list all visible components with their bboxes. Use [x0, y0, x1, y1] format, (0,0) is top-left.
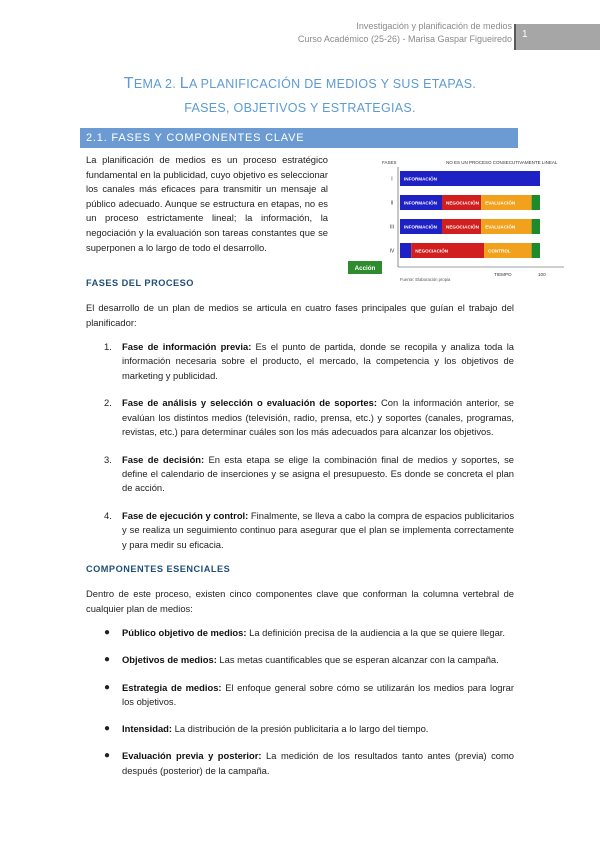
title-rest-1: EMA 2. — [133, 77, 180, 91]
list-item-title: Intensidad: — [122, 723, 173, 735]
list-item-text: El enfoque general sobre cómo se utilizarán los medios para lograr los objetivos. — [122, 681, 514, 707]
figure-top-left-label: FASES — [382, 160, 397, 165]
segment-label: CONTROL — [488, 248, 511, 254]
process-figure — [346, 155, 572, 283]
phase-label: III — [389, 224, 395, 231]
bullet-icon: ● — [104, 750, 111, 762]
phase-segment-green — [532, 195, 540, 210]
title-line-1 — [0, 72, 600, 96]
header-course-info: Curso Académico (25-26) - Marisa Gaspar Figueiredo — [297, 34, 512, 44]
figure-top-right-label: NO ES UN PROCESO CONSECUTIVAMENTE LINEAL — [446, 160, 558, 165]
list-item — [104, 626, 514, 640]
segment-label: INFORMACIÓN — [404, 224, 437, 230]
fases-heading: FASES DEL PROCESO — [86, 278, 194, 288]
process-figure-svg — [346, 155, 572, 283]
list-item-text: Es el punto de partida, donde se recopila y analiza toda la información necesaria sobre el producto, el mercado, la competencia y los objetivos de marketing y publicidad. — [122, 341, 514, 381]
list-item — [104, 396, 514, 439]
segment-label: NEGOCIACIÓN — [415, 248, 449, 254]
page-title — [0, 72, 600, 120]
list-item-text: La definición precisa de la audiencia a la que se quiere llegar. — [246, 627, 506, 638]
title-cap-2: L — [179, 75, 189, 92]
list-item-text: Con la información anterior, se evalúan los distintos medios (televisión, radio, prensa, etc.) y soportes (canales, programas, revistas, etc.) para determinar cuáles son los más adecuados para alcanzar los objetivos. — [122, 397, 514, 437]
componentes-heading: COMPONENTES ESENCIALES — [86, 564, 231, 574]
bullet-icon: ● — [104, 627, 111, 638]
list-item-text: Finalmente, se lleva a cabo la compra de espacios publicitarios y se realiza un seguimiento continuo para asegurar que el plan se implementa correctamente y para medir su eficacia. — [122, 510, 515, 550]
figure-x-label: TIEMPO — [494, 272, 512, 277]
bullet-icon: ● — [104, 654, 111, 666]
segment-label: INFORMACIÓN — [404, 200, 437, 206]
page-header — [298, 20, 512, 46]
title-rest-2: A PLANIFICACIÓN DE MEDIOS Y SUS ETAPAS. — [188, 77, 477, 91]
section-heading: 2.1. FASES Y COMPONENTES CLAVE — [80, 128, 518, 148]
segment-label: EVALUACIÓN — [485, 200, 516, 206]
figure-source: Fuente: Elaboración propia — [400, 277, 451, 282]
list-item-title: Fase de decisión: — [122, 453, 205, 465]
componentes-intro: Dentro de este proceso, existen cinco componentes clave que conforman la columna vertebral de cualquier plan de medios: — [86, 588, 514, 614]
segment-label: NEGOCIACIÓN — [446, 200, 479, 206]
list-item-title: Público objetivo de medios: — [122, 627, 247, 638]
header-course-title: Investigación y planificación de medios — [356, 21, 512, 31]
list-item-title: Fase de ejecución y control: — [122, 510, 249, 522]
phase-label: I — [391, 176, 393, 183]
list-item — [104, 749, 514, 778]
fases-list — [104, 340, 514, 566]
list-item-title: Evaluación previa y posterior: — [122, 750, 262, 762]
list-item-text: Las metas cuantificables que se esperan alcanzar con la campaña. — [216, 654, 499, 666]
componentes-list — [104, 626, 514, 791]
list-number: 4. — [104, 510, 112, 522]
page-number-box — [514, 24, 600, 50]
list-item — [104, 453, 514, 496]
list-item — [104, 340, 514, 383]
phase-segment-green — [532, 219, 540, 234]
figure-x-end-label: 100 — [538, 272, 546, 277]
segment-label: NEGOCIACIÓN — [446, 224, 479, 230]
list-item-text: La distribución de la presión publicitaria a lo largo del tiempo. — [172, 723, 429, 735]
intro-paragraph: La planificación de medios es un proceso estratégico fundamental en la publicidad, cuyo objetivo es seleccionar los canales más eficaces para transmitir un mensaje al público adecuado. Aunque se estructura en etapas, no es un proceso estrictamente lineal; la información, la negociación y la evaluación son tareas constantes que se superponen a lo largo de todo el desarrollo. — [86, 154, 328, 253]
phase-label: IV — [389, 248, 395, 255]
list-item — [104, 509, 514, 552]
title-cap-1: T — [123, 75, 134, 92]
list-item-title: Objetivos de medios: — [122, 654, 217, 666]
list-item-title: Fase de análisis y selección o evaluación de soportes: — [122, 397, 377, 409]
list-item — [104, 722, 514, 736]
action-label: Acción — [354, 264, 376, 272]
phase-segment-blue — [400, 243, 411, 258]
list-number: 1. — [104, 341, 112, 352]
bullet-icon: ● — [104, 681, 111, 693]
title-line-2: FASES, OBJETIVOS Y ESTRATEGIAS. — [184, 101, 416, 115]
list-item-text: En esta etapa se elige la combinación final de medios y soportes, se define el calendario de inserciones y se asigna el presupuesto. Es donde se concreta el plan de acción. — [122, 453, 515, 494]
list-item-title: Estrategia de medios: — [122, 681, 222, 693]
page-number: 1 — [522, 29, 528, 40]
fases-intro: El desarrollo de un plan de medios se articula en cuatro fases principales que guían el trabajo del planificador: — [86, 302, 514, 328]
bullet-icon: ● — [104, 723, 111, 735]
list-item — [104, 653, 514, 667]
list-item-title: Fase de información previa: — [122, 341, 252, 352]
segment-label: EVALUACIÓN — [485, 224, 516, 230]
list-item-text: La medición de los resultados tanto antes (previa) como después (posterior) de la campaña. — [122, 750, 514, 776]
phase-segment-green — [532, 243, 540, 258]
segment-label: INFORMACIÓN — [404, 176, 437, 182]
list-number: 2. — [104, 397, 112, 409]
list-item — [104, 681, 514, 710]
phase-label: II — [390, 200, 394, 207]
list-number: 3. — [104, 453, 112, 465]
